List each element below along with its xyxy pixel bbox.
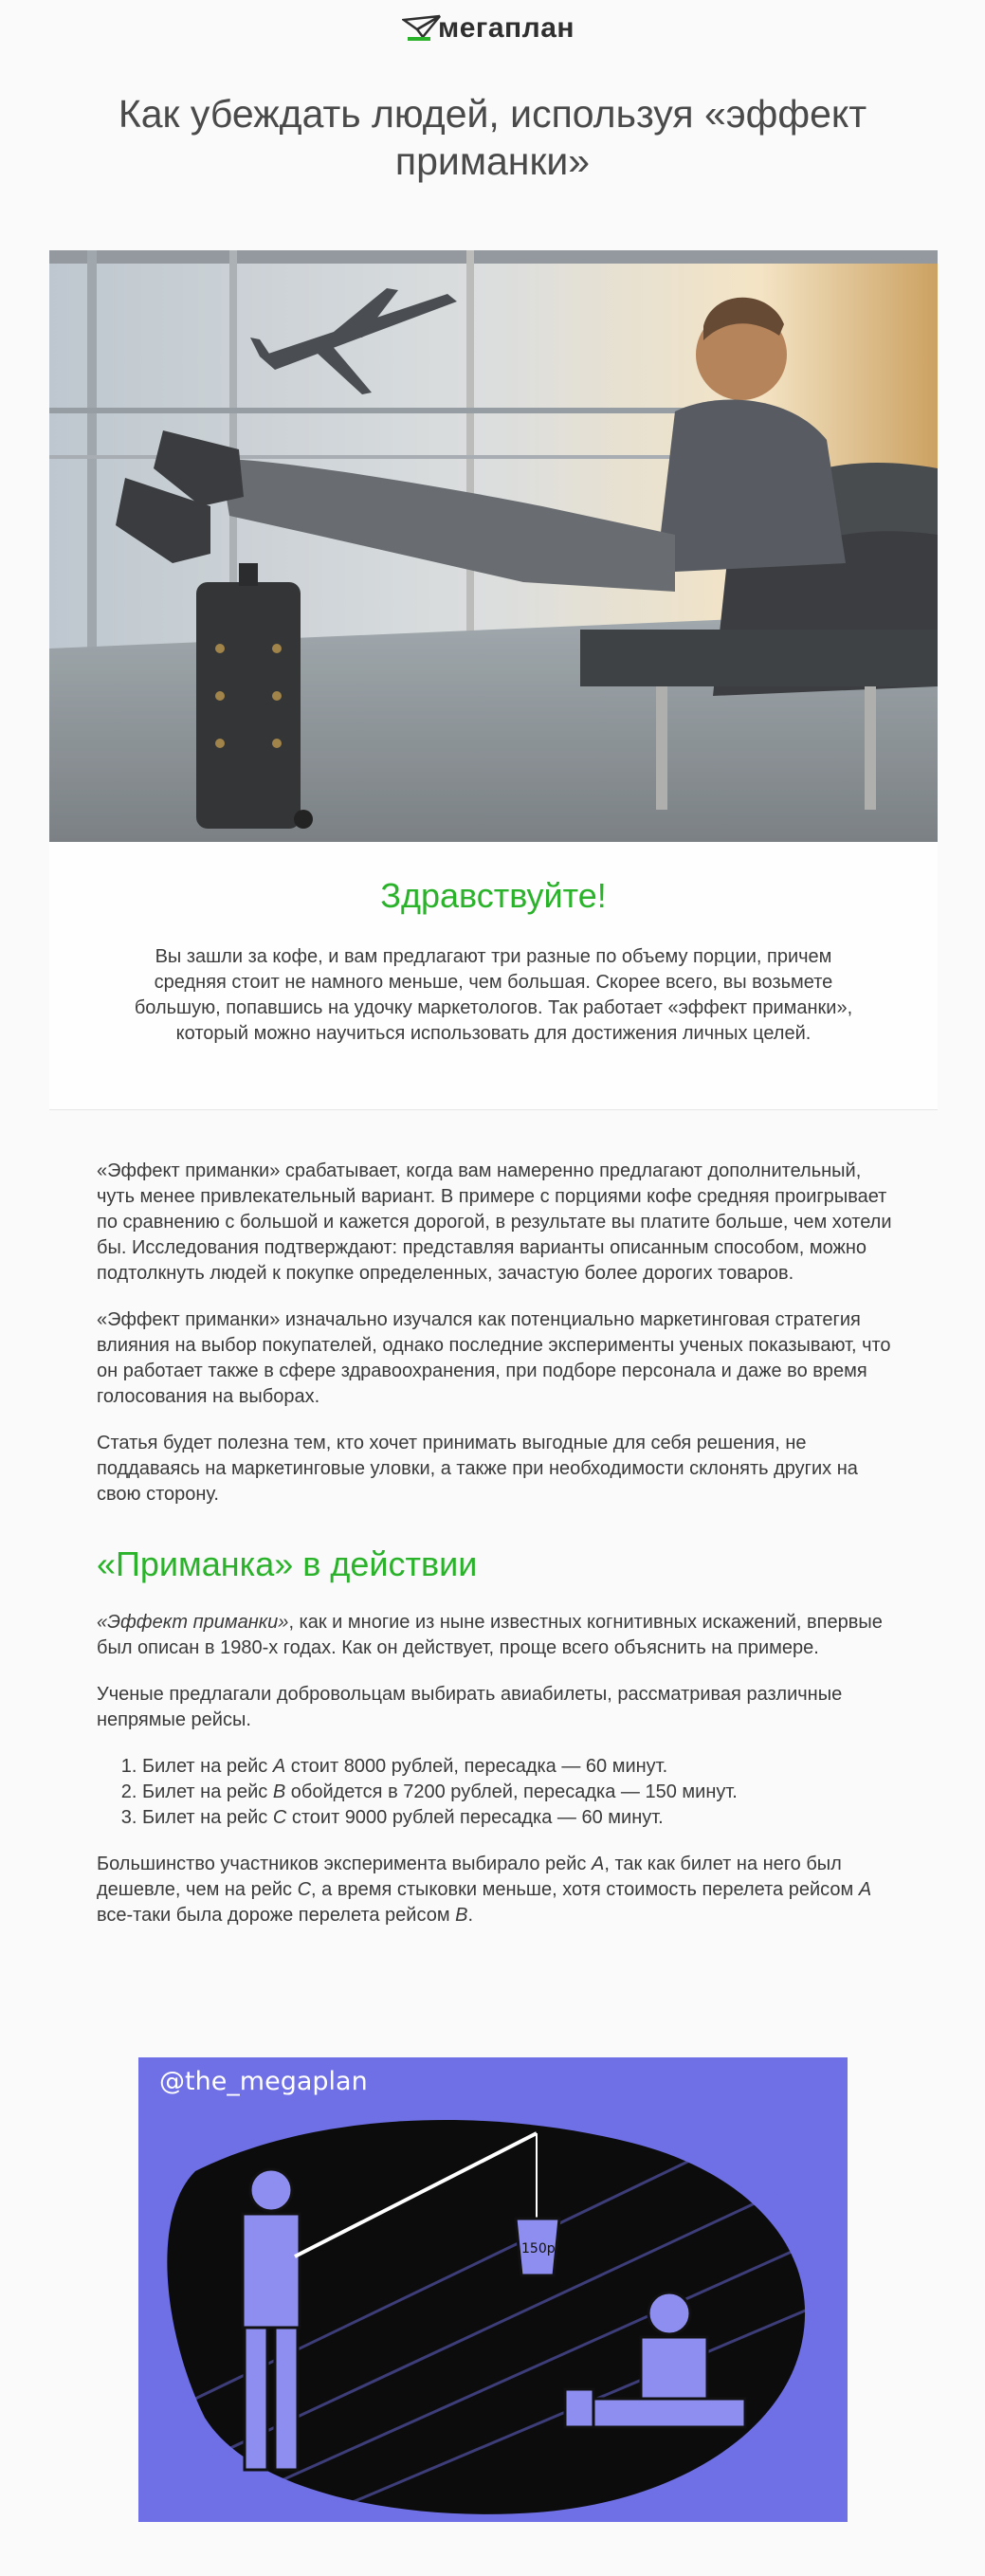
paragraph: Статья будет полезна тем, кто хочет принимать выгодные для себя решения, не поддаваясь на маркетинговые уловки, а также при необходимости склонять других на свою сторону.: [97, 1433, 858, 1505]
paragraph: «Эффект приманки» изначально изучался как потенциально маркетинговая стратегия влияния на выбор покупателей, однако последние эксперименты ученых показывают, что он работает также в сфере здравоохранения, при подборе персонала и даже во время голосования на выборах.: [97, 1309, 891, 1407]
coffee-cup-bait: [516, 2219, 559, 2275]
megaplan-logo[interactable]: [402, 9, 584, 47]
header: [0, 0, 985, 59]
airport-traveler-illustration: [49, 250, 938, 842]
section-heading: «Приманка» в действии: [97, 1544, 478, 1583]
paragraph-text: , как и многие из ныне известных когнитивных искажений, впервые был описан в 1980-х годах. Как он действует, проще всего объяснить на примере.: [97, 1612, 883, 1658]
svg-text:150р: 150р: [521, 2241, 556, 2256]
list-item: 3. Билет на рейс C стоит 9000 рублей пересадка — 60 минут.: [142, 1805, 893, 1831]
list-item: 1. Билет на рейс A стоит 8000 рублей, пересадка — 60 минут.: [142, 1754, 893, 1780]
decoy-illustration: [138, 2057, 848, 2522]
paragraph: Ученые предлагали добровольцам выбирать авиабилеты, рассматривая различные непрямые рейсы.: [97, 1684, 843, 1730]
paragraph: [97, 1610, 893, 1661]
article-body: [97, 1159, 893, 1949]
article-title: Как убеждать людей, используя «эффект приманки»: [118, 92, 867, 183]
intro-card: [49, 842, 938, 1110]
greeting-heading: Здравствуйте!: [380, 876, 607, 915]
intro-paragraph: Вы зашли за кофе, и вам предлагают три разные по объему порции, причем средняя стоит не намного меньше, чем большая. Скорее всего, вы возьмете большую, попавшись на удочку маркетологов. Так работает «эффект приманки», который можно научиться использовать для достижения личных целей.: [134, 946, 853, 1044]
list-item: 2. Билет на рейс B обойдется в 7200 рублей, пересадка — 150 минут.: [142, 1780, 893, 1805]
flights-list: [97, 1754, 893, 1831]
paragraph: «Эффект приманки» срабатывает, когда вам намеренно предлагают дополнительный, чуть менее привлекательный вариант. В примере с порциями кофе средняя проигрывает по сравнению с большой и кажется дорогой, в результате вы платите больше, чем хотели бы. Исследования подтверждают: представляя варианты описанным способом, можно подтолкнуть людей к покупке определенных, зачастую более дорогих товаров.: [97, 1160, 892, 1284]
emphasis-term: «Эффект приманки»: [97, 1612, 289, 1633]
logo-text: мегаплан: [438, 12, 575, 44]
hero-image-airport: [49, 250, 938, 842]
fishing-decoy-illustration: [138, 2057, 848, 2522]
instagram-watermark: @the_megaplan: [159, 2067, 368, 2096]
paragraph: Большинство участников эксперимента выбирало рейс A, так как билет на него был дешевле, чем на рейс C, а время стыковки меньше, хотя стоимость перелета рейсом A все-таки была дороже перелета рейсом B.: [97, 1854, 872, 1926]
